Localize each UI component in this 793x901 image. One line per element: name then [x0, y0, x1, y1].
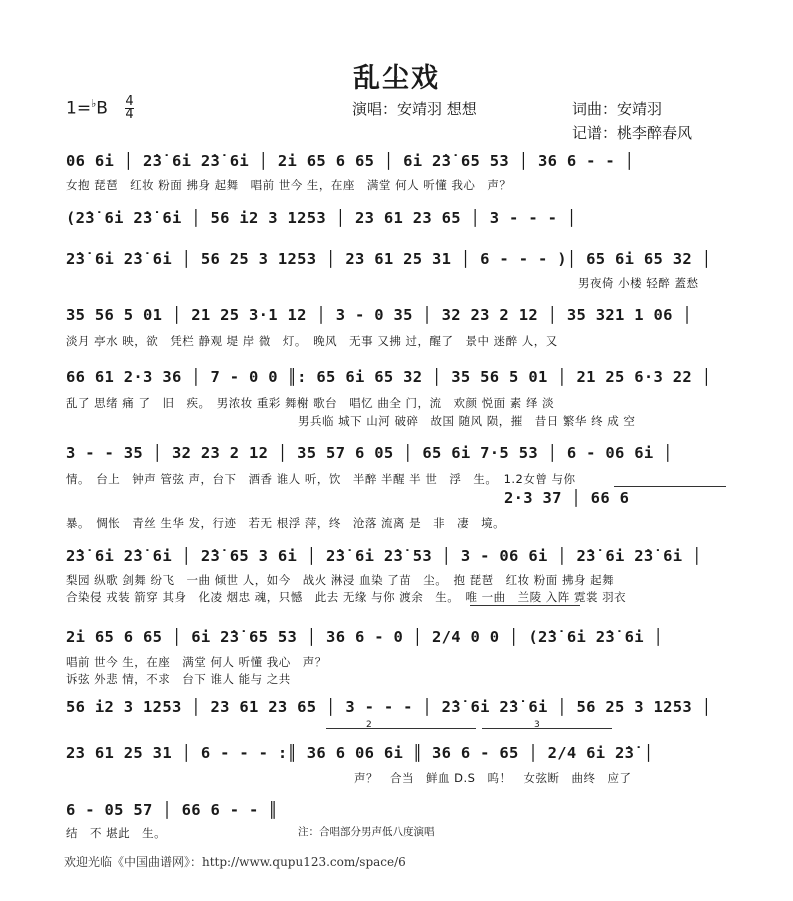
time-numerator: 4 [125, 94, 134, 109]
volta-2-bracket [482, 728, 612, 729]
source-footer[interactable]: 欢迎光临《中国曲谱网》：http://www.qupu123.com/space/6 [64, 855, 406, 869]
volta-bracket-top [614, 486, 726, 487]
score-line-5-notes: 66 61 2·3 36 │ 7 - 0 0 ║: 65 6i 65 32 │ 35 56 5 01 │ 21 25 6·3 22 │ [66, 368, 712, 386]
transcriber-credit: 记谱：桃李醉春风 [572, 124, 693, 142]
score-line-8-lyrics-2: 合染侵 戎装 箭穿 其身 化凌 烟忠 魂，只憾 此去 无缘 与你 渡余 生。 唯 一曲 兰陵 入阵 霓裳 羽衣 [66, 590, 627, 604]
score-line-7-lyrics: 暴。 惆怅 青丝 生华 发，行迹 若无 根浮 萍，终 沧落 流离 是 非 凄 境。 [66, 516, 506, 530]
score-line-1-notes: 06 6i │ 2̇3̇ 6i 2̇3̇ 6i │ 2i 65 6 65 │ 6i 2̇3̇ 65 53 │ 36 6 - - │ [66, 152, 635, 170]
score-line-6-notes: 3 - - 35 │ 32 23 2 12 │ 35 57 6 05 │ 65 6i 7·5 53 │ 6 - 06 6i │ [66, 444, 673, 462]
score-line-3-lyrics: 男夜倚 小楼 轻醉 蓋愁 [578, 276, 699, 290]
score-line-4-notes: 35 56 5 01 │ 21 25 3·1 12 │ 3 - 0 35 │ 32 23 2 12 │ 35 321 1 06 │ [66, 306, 693, 324]
score-line-1-lyrics: 女抱 琵琶 红妆 粉面 拂身 起舞 唱前 世今 生，在座 满堂 何人 听懂 我心 声？ [66, 178, 512, 192]
time-denominator: 4 [125, 107, 134, 122]
score-line-9-lyrics-2: 诉弦 外悲 情，不求 台下 谁人 能与 之共 [66, 672, 291, 686]
score-line-9-notes: 2i 65 6 65 │ 6i 2̇3̇ 65 53 │ 36 6 - 0 │ 2/4 0 0 │ (2̇3̇ 6i 2̇3̇ 6i │ [66, 628, 664, 646]
chorus-footnote: 注：合唱部分男声低八度演唱 [298, 826, 435, 838]
volta-2-number: 3 [534, 720, 540, 730]
score-line-8-notes: 2̇3̇ 6i 2̇3̇ 6i │ 2̇3̇ 65 3 6i │ 2̇3̇ 6i 2̇3̇ 53 │ 3 - 06 6i │ 2̇3̇ 6i 2̇3̇ 6i │ [66, 547, 702, 565]
score-line-2-notes: (2̇3̇ 6i 2̇3̇ 6i │ 56 i2 3 1253 │ 23 61 23 65 │ 3 - - - │ [66, 209, 577, 227]
score-line-6-lyrics: 情。 台上 钟声 管弦 声，台下 酒香 谁人 听，饮 半醉 半醒 半 世 浮 生。 1.2女曾 与你 [66, 472, 576, 486]
volta-1-bracket [326, 728, 476, 729]
score-line-5-lyrics-1: 乱了 思绪 痛 了 旧 疾。 男浓妆 重彩 舞榭 歌台 唱忆 曲全 门，流 欢颜 悦面 素 绎 淡 [66, 396, 555, 410]
score-line-7-notes: 2·3 37 │ 66 6 [504, 489, 630, 507]
score-line-3-notes: 2̇3̇ 6i 2̇3̇ 6i │ 56 25 3 1253 │ 23 61 25 31 │ 6 - - - )│ 65 6i 65 32 │ [66, 250, 712, 268]
singers-credit: 演唱：安靖羽 想想 [352, 100, 477, 118]
score-line-10-notes: 56 i2 3 1253 │ 23 61 23 65 │ 3 - - - │ 2̇3̇ 6i 2̇3̇ 6i │ 56 25 3 1253 │ [66, 698, 712, 716]
key-signature [66, 96, 134, 121]
score-line-9-lyrics-1: 唱前 世今 生，在座 满堂 何人 听懂 我心 声？ [66, 655, 327, 669]
composer-credit: 词曲：安靖羽 [572, 100, 663, 118]
key-note: B [96, 98, 108, 119]
score-line-11-lyrics: 声？ 合当 鲜血 D.S 呜！ 女弦断 曲终 应了 [354, 771, 632, 785]
key-prefix: 1= [66, 98, 92, 119]
flat-sign: ♭ [91, 96, 97, 110]
volta-1-number: 2 [366, 720, 372, 730]
score-line-8-lyrics-1: 梨园 纵歌 剑舞 纷飞 一曲 倾世 人，如今 战火 淋浸 血染 了苗 尘。 抱 琵琶 红妆 粉面 拂身 起舞 [66, 573, 615, 587]
song-title: 乱尘戏 [353, 63, 440, 94]
chorus-bracket [470, 605, 580, 606]
score-line-11-notes: 23 61 25 31 │ 6 - - - :║ 36 6 06 6i ║ 36 6 - 65 │ 2/4 6i 2̇3̇ │ [66, 744, 654, 762]
score-line-12-lyrics: 结 不 堪此 生。 [66, 826, 167, 840]
score-line-4-lyrics: 淡月 亭水 映，欲 凭栏 静观 堤 岸 微 灯。 晚风 无事 又拂 过，醒了 景中 迷醉 人，又 [66, 334, 558, 348]
time-signature [125, 96, 133, 121]
score-line-12-notes: 6 - 05 57 │ 66 6 - - ║ [66, 801, 278, 819]
score-line-5-lyrics-2: 男兵临 城下 山河 破碎 故国 随风 陨，摧 昔日 繁华 终 成 空 [298, 414, 636, 428]
